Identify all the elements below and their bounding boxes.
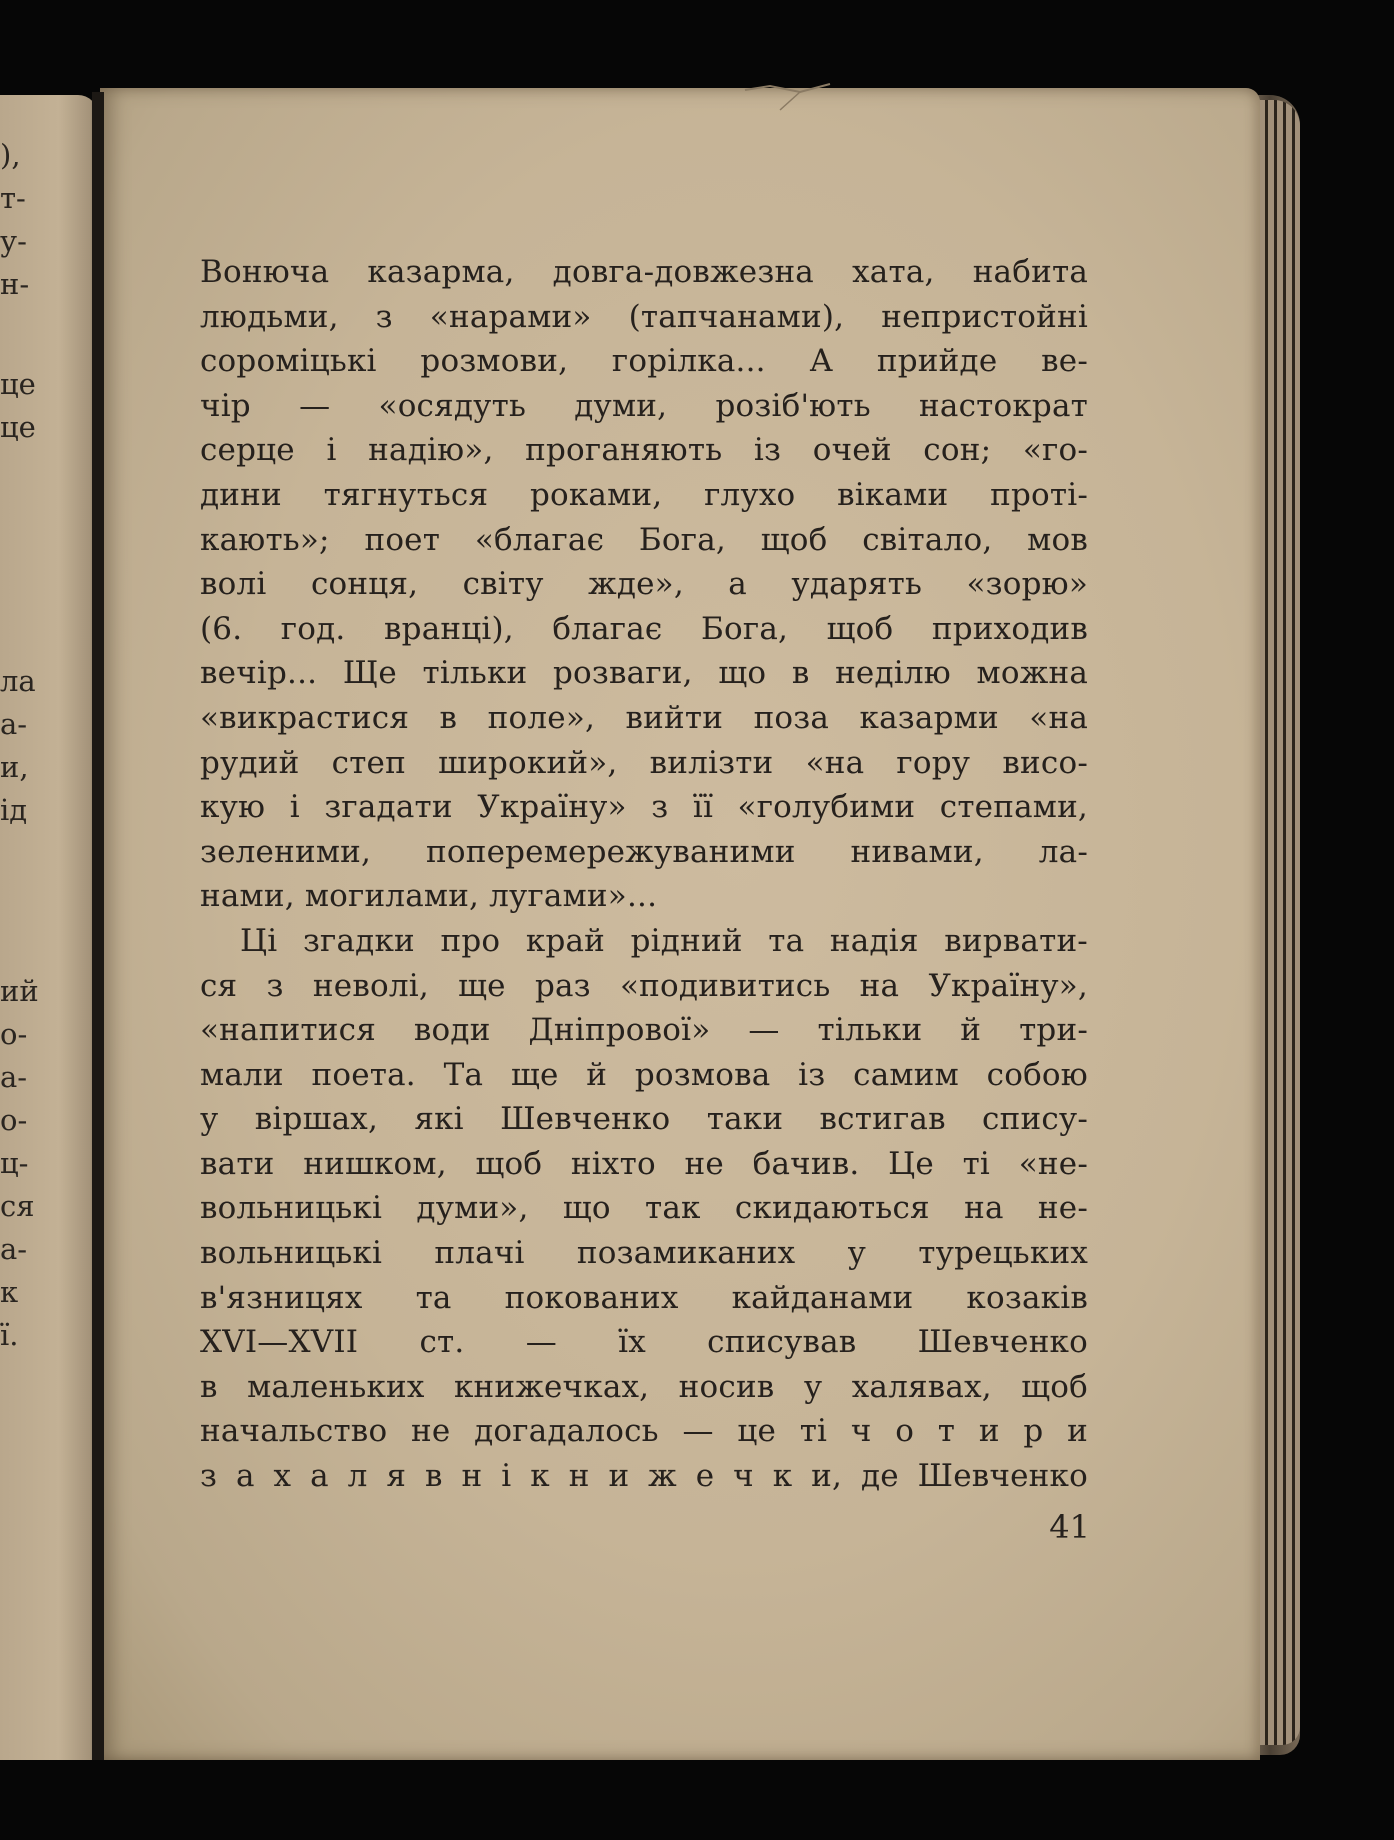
text-line: з а х а л я в н і к н и ж е ч к и, де Шевченко xyxy=(200,1458,1088,1495)
left-page-fragment: ц- xyxy=(0,1146,29,1180)
page-number: 41 xyxy=(1049,1508,1090,1546)
text-line: зеленими, поперемережуваними нивами, ла- xyxy=(200,833,1088,870)
text-line: кають»; поет «благає Бога, щоб світало, мов xyxy=(200,521,1088,558)
text-line: кую і згадати Україну» з її «голубими степами, xyxy=(200,789,1088,826)
left-page-fragment: ся xyxy=(0,1189,35,1223)
left-page-fragment: у- xyxy=(0,224,27,258)
left-page-fragment: ), xyxy=(0,138,21,172)
book-gutter xyxy=(92,92,104,1760)
text-line: Вонюча казарма, довга-довжезна хата, набита xyxy=(200,254,1088,290)
text-line: дини тягнуться роками, глухо віками протi- xyxy=(200,476,1088,513)
text-line: Ці згадки про край рідний та надія вирвати- xyxy=(240,922,1088,959)
text-line: мали поета. Та ще й розмова із самим собою xyxy=(200,1056,1088,1093)
text-line: вати нишком, щоб ніхто не бачив. Це ті «не- xyxy=(200,1145,1088,1182)
left-page-fragment: ід xyxy=(0,793,28,827)
text-line: вольницькі думи», що так скидаються на не- xyxy=(200,1190,1088,1227)
text-line: «викрастися в поле», вийти поза казарми «на xyxy=(200,699,1088,736)
text-line: вечір... Ще тільки розваги, що в неділю можна xyxy=(200,655,1088,692)
left-page-fragment: це xyxy=(0,410,36,444)
left-page-fragment: а- xyxy=(0,707,28,741)
text-line: начальство не догадалось — це ті ч о т и р и xyxy=(200,1413,1088,1450)
left-page-fragment: о- xyxy=(0,1103,28,1137)
text-line: сороміцькі розмови, горілка... А прийде ве- xyxy=(200,343,1088,380)
page-body-text xyxy=(200,250,1088,1499)
left-page-fragment: а- xyxy=(0,1060,28,1094)
text-line: серце і надію», проганяють із очей сон; «го- xyxy=(200,432,1088,469)
text-line: чір — «осядуть думи, розіб'ють настократ xyxy=(200,387,1088,424)
left-page-fragment: а- xyxy=(0,1232,28,1266)
text-line: вольницькі плачі позамиканих у турецьких xyxy=(200,1235,1088,1272)
text-line: нами, могилами, лугами»... xyxy=(200,878,658,915)
left-page-fragment: ла xyxy=(0,664,36,698)
left-page-edge xyxy=(0,95,98,1760)
text-line: (6. год. вранці), благає Бога, щоб приходив xyxy=(200,610,1088,647)
text-line: в'язницях та покованих кайданами козаків xyxy=(200,1279,1088,1316)
left-page-fragment: ий xyxy=(0,974,39,1008)
text-line: рудий степ широкий», вилізти «на гору висо- xyxy=(200,744,1088,781)
left-page-fragment: н- xyxy=(0,267,30,301)
text-line: XVI—XVII ст. — їх списував Шевченко xyxy=(200,1324,1088,1361)
left-page-fragment: к xyxy=(0,1275,19,1309)
text-line: «напитися води Дніпрової» — тільки й три- xyxy=(200,1012,1088,1049)
text-line: у віршах, які Шевченко таки встигав спису- xyxy=(200,1101,1088,1138)
left-page-fragment: ї. xyxy=(0,1318,19,1352)
left-page-fragment: т- xyxy=(0,181,26,215)
left-page-fragment: о- xyxy=(0,1017,28,1051)
text-line: в маленьких книжечках, носив у халявах, щоб xyxy=(200,1368,1088,1405)
paper-tear-mark xyxy=(740,82,840,112)
text-line: людьми, з «нарами» (тапчанами), непристойні xyxy=(200,298,1088,335)
left-page-fragment: и, xyxy=(0,750,29,784)
text-line: волі сонця, світу жде», а ударять «зорю» xyxy=(200,566,1088,603)
text-line: ся з неволі, ще раз «подивитись на Україну», xyxy=(200,967,1088,1004)
left-page-fragment: це xyxy=(0,367,36,401)
